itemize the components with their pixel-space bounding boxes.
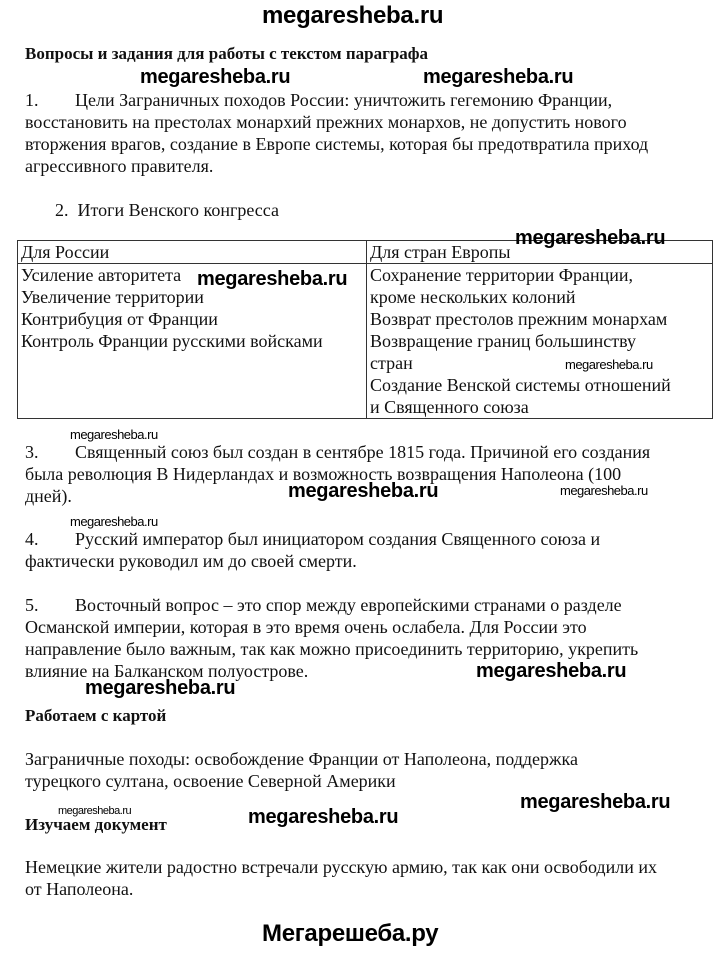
cell-line: Усиление авторитета: [21, 265, 182, 285]
text-line: Цели Заграничных походов России: уничтожить гегемонию Франции,: [75, 90, 613, 110]
text-line: турецкого султана, освоение Северной Америки: [25, 771, 396, 791]
text-line: была революция В Нидерландах и возможность возвращения Наполеона (100: [25, 464, 622, 484]
watermark: megaresheba.ru: [248, 806, 399, 828]
text-line: Немецкие жители радостно встречали русскую армию, так как они освободили их: [25, 857, 657, 877]
watermark-bottom: Мегарешеба.ру: [262, 920, 439, 947]
heading-questions: Вопросы и задания для работы с текстом параграфа: [25, 44, 429, 63]
cell-line: Возврат престолов прежним монархам: [370, 309, 668, 329]
text-line: восстановить на престолах монархий прежних монархов, не допустить нового: [25, 112, 627, 132]
watermark: megaresheba.ru: [70, 514, 158, 529]
text-line: влияние на Балканском полуострове.: [25, 661, 309, 681]
text-line: Восточный вопрос – это спор между европейскими странами о разделе: [75, 595, 622, 615]
question-2: [55, 199, 279, 221]
watermark: megaresheba.ru: [520, 791, 671, 813]
text-line: фактически руководил им до своей смерти.: [25, 551, 357, 571]
table-row: [18, 264, 713, 419]
cell-line: Контрибуция от Франции: [21, 309, 218, 329]
question-number: 1.: [25, 90, 39, 110]
question-number: 2.: [55, 200, 69, 220]
cell-line: стран: [370, 353, 413, 373]
question-1: [25, 89, 648, 177]
watermark-top: megaresheba.ru: [262, 2, 444, 29]
watermark: megaresheba.ru: [197, 268, 348, 290]
watermark: megaresheba.ru: [85, 677, 236, 699]
watermark: megaresheba.ru: [565, 357, 653, 372]
question-number: 5.: [25, 595, 39, 615]
question-number: 4.: [25, 529, 39, 549]
text-line: вторжения врагов, создание в Европе системы, которая бы предотвратила приход: [25, 134, 649, 154]
watermark: megaresheba.ru: [288, 480, 439, 502]
watermark: megaresheba.ru: [423, 66, 574, 88]
europe-cell: [367, 264, 713, 419]
text-line: Османской империи, которая в это время очень ослабела. Для России это: [25, 617, 587, 637]
heading-map: Работаем с картой: [25, 706, 167, 725]
watermark: megaresheba.ru: [58, 805, 132, 817]
cell-line: Возвращение границ большинству: [370, 331, 636, 351]
text-line: Священный союз был создан в сентябре 1815 года. Причиной его создания: [75, 442, 651, 462]
text-line: Заграничные походы: освобождение Франции от Наполеона, поддержка: [25, 749, 578, 769]
vienna-congress-table: [17, 240, 713, 419]
cell-line: Увеличение территории: [21, 287, 204, 307]
cell-line: Сохранение территории Франции,: [370, 265, 634, 285]
question-number: 3.: [25, 442, 39, 462]
cell-line: и Священного союза: [370, 397, 529, 417]
watermark: megaresheba.ru: [70, 427, 158, 442]
table-header: Для стран Европы: [367, 241, 713, 264]
watermark: megaresheba.ru: [515, 227, 666, 249]
heading-document: Изучаем документ: [25, 815, 167, 834]
watermark: megaresheba.ru: [140, 66, 291, 88]
text-line: от Наполеона.: [25, 879, 134, 899]
cell-line: Контроль Франции русскими войсками: [21, 331, 323, 351]
cell-line: кроме нескольких колоний: [370, 287, 576, 307]
text-line: направление было важным, так как можно присоединить территорию, укрепить: [25, 639, 639, 659]
table-header: Для России: [18, 241, 367, 264]
question-text: Итоги Венского конгресса: [77, 200, 279, 220]
cell-line: Создание Венской системы отношений: [370, 375, 671, 395]
watermark: megaresheba.ru: [560, 483, 648, 498]
question-4: [25, 528, 600, 572]
text-line: дней).: [25, 486, 72, 506]
text-line: Русский император был инициатором создания Священного союза и: [75, 529, 601, 549]
watermark: megaresheba.ru: [476, 660, 627, 682]
map-answer: [25, 748, 578, 792]
text-line: агрессивного правителя.: [25, 156, 214, 176]
document-answer: [25, 856, 657, 900]
